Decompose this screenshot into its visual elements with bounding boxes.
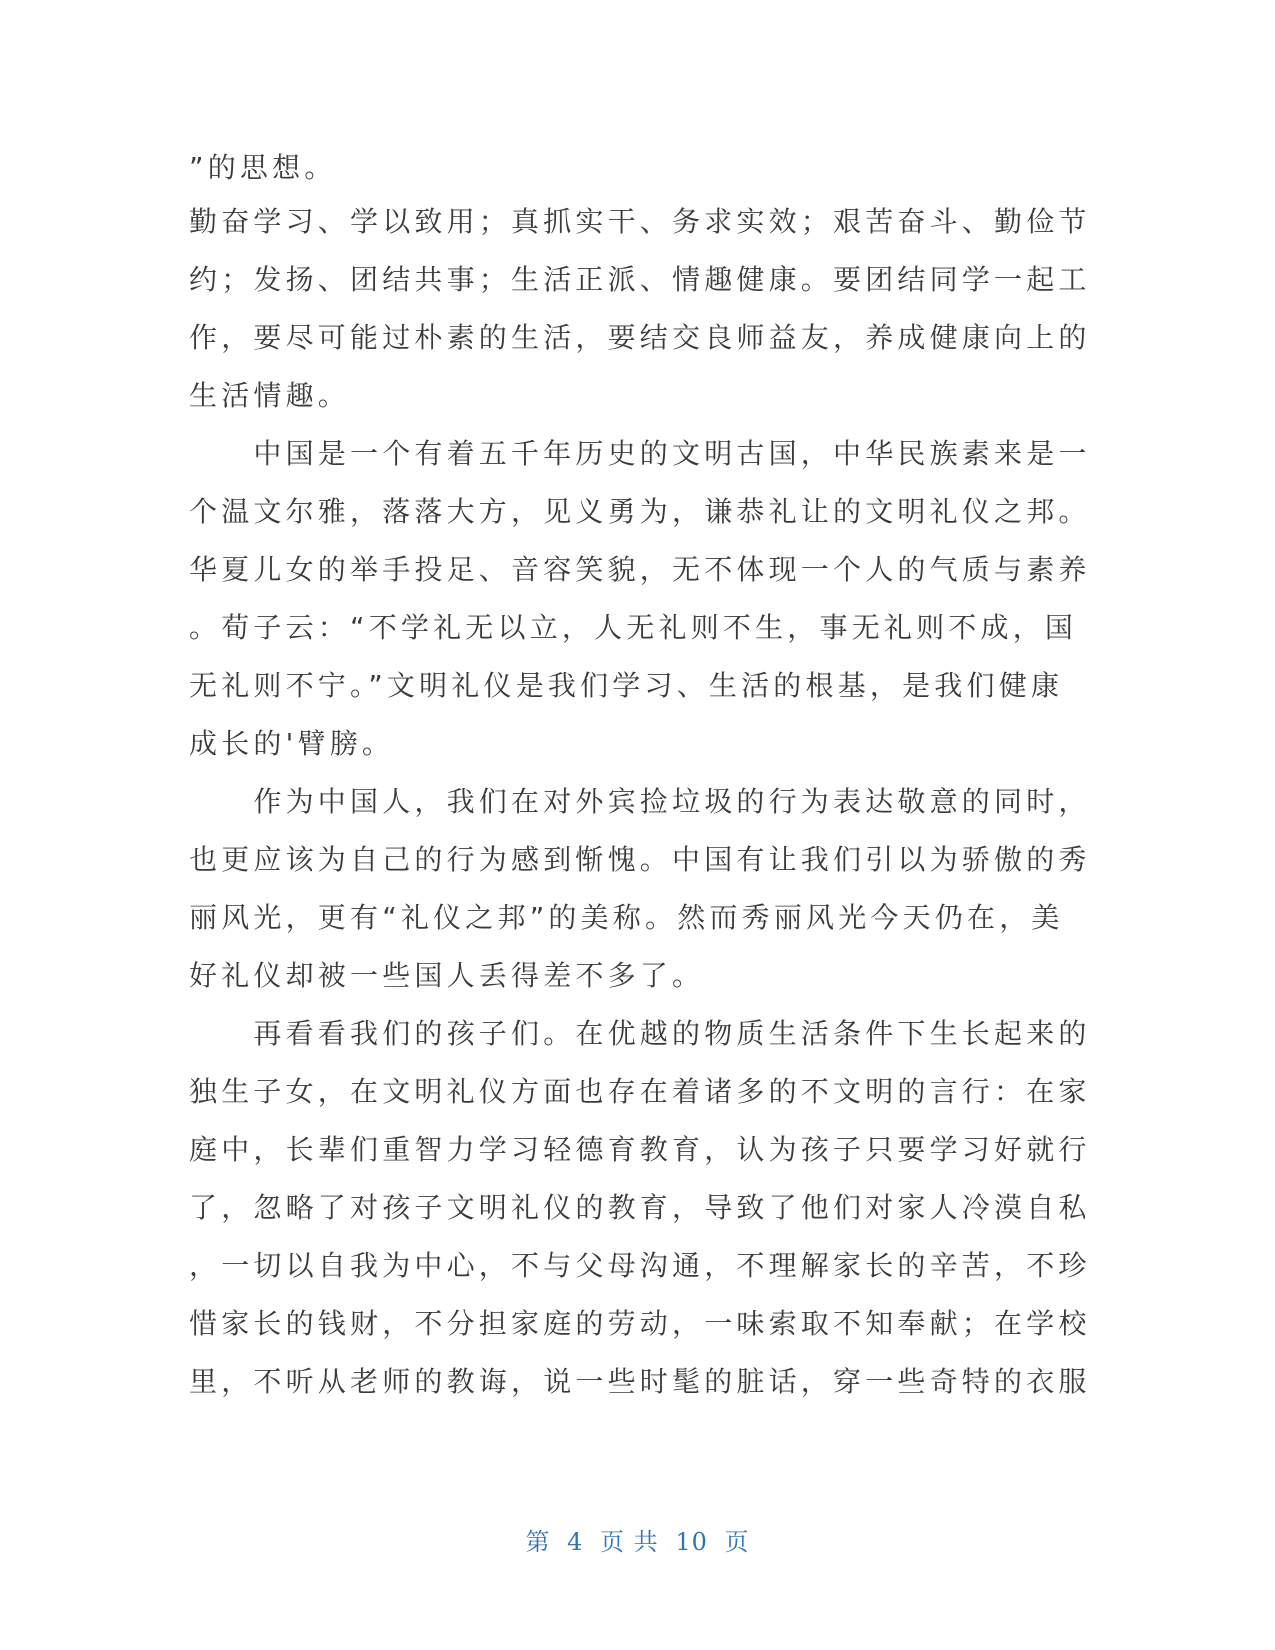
footer-total-pages: 10 (675, 1528, 708, 1556)
text-line: 里，不听从老师的教诲，说一些时髦的脏话，穿一些奇特的衣服 (189, 1365, 1091, 1398)
text-line: 再看看我们的孩子们。在优越的物质生活条件下生长起来的 (189, 1017, 1091, 1050)
text-line: 惜家长的钱财，不分担家庭的劳动，一味索取不知奉献；在学校 (189, 1307, 1091, 1340)
footer-prefix: 第 (525, 1528, 551, 1556)
text-line: 丽风光，更有“礼仪之邦”的美称。然而秀丽风光今天仍在，美 (189, 901, 1064, 934)
footer-suffix: 页 (724, 1528, 750, 1556)
text-line: 作，要尽可能过朴素的生活，要结交良师益友，养成健康向上的 (189, 321, 1091, 354)
text-line: 庭中，长辈们重智力学习轻德育教育，认为孩子只要学习好就行 (189, 1133, 1091, 1166)
text-line: 中国是一个有着五千年历史的文明古国，中华民族素来是一 (189, 437, 1091, 470)
text-line: ”的思想。 (189, 151, 337, 184)
footer-current-page: 4 (567, 1528, 584, 1556)
text-line: 也更应该为自己的行为感到惭愧。中国有让我们引以为骄傲的秀 (189, 843, 1091, 876)
text-line: 。荀子云：“不学礼无以立，人无礼则不生，事无礼则不成，国 (189, 611, 1078, 644)
text-line: 约；发扬、团结共事；生活正派、情趣健康。要团结同学一起工 (189, 263, 1091, 296)
footer-middle: 页 共 (600, 1528, 659, 1556)
text-line: 好礼仪却被一些国人丢得差不多了。 (189, 959, 705, 992)
text-line: 无礼则不宁。”文明礼仪是我们学习、生活的根基，是我们健康 (189, 669, 1064, 702)
text-line: 生活情趣。 (189, 379, 351, 412)
text-line: 了，忽略了对孩子文明礼仪的教育，导致了他们对家人冷漠自私 (189, 1191, 1091, 1224)
text-line: 成长的'臂膀。 (189, 727, 395, 760)
text-line: ，一切以自我为中心，不与父母沟通，不理解家长的辛苦，不珍 (189, 1249, 1091, 1282)
text-line: 个温文尔雅，落落大方，见义勇为，谦恭礼让的文明礼仪之邦。 (189, 495, 1091, 528)
text-line: 华夏儿女的举手投足、音容笑貌，无不体现一个人的气质与素养 (189, 553, 1091, 586)
text-line: 独生子女，在文明礼仪方面也存在着诸多的不文明的言行：在家 (189, 1075, 1091, 1108)
text-line: 作为中国人，我们在对外宾捡垃圾的行为表达敬意的同时， (189, 785, 1091, 818)
page-footer (0, 1526, 1275, 1558)
text-line: 勤奋学习、学以致用；真抓实干、务求实效；艰苦奋斗、勤俭节 (189, 205, 1091, 238)
